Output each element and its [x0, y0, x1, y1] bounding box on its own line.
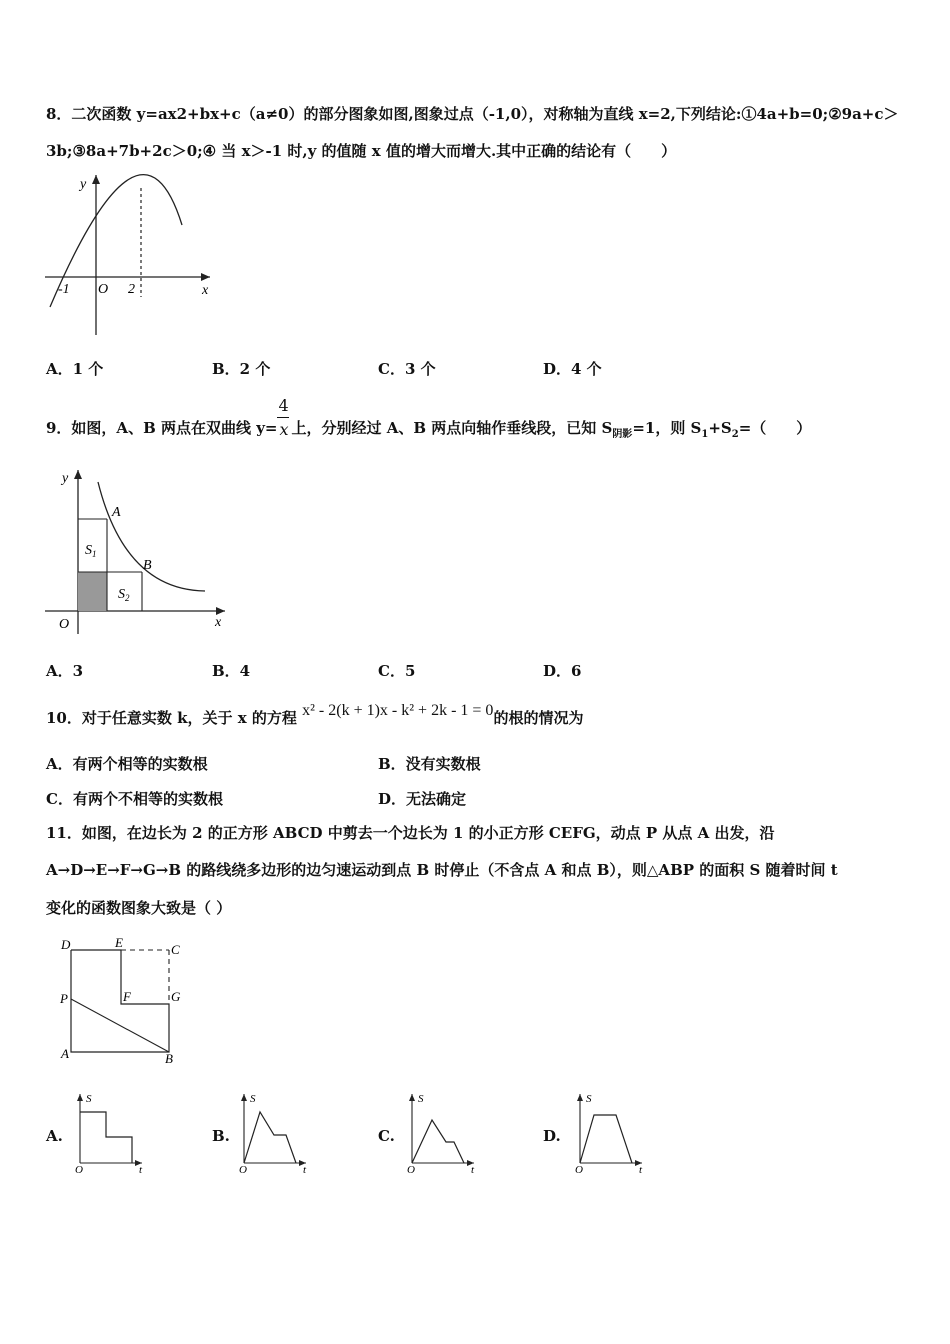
q11-label-b: B — [165, 1051, 173, 1065]
q11-graph-a[interactable] — [70, 1090, 150, 1175]
q9-suffix-b: =1，则 S — [632, 419, 702, 437]
q9-frac-num: 4 — [278, 396, 289, 415]
q9-label-origin: O — [59, 617, 70, 632]
q8-parabola-figure — [40, 170, 220, 340]
q9-option-a[interactable]: A．3 — [46, 662, 84, 680]
q11-graph-c[interactable] — [402, 1090, 482, 1175]
q9-suffix-a: 上，分别经过 A、B 两点向轴作垂线段，已知 S — [291, 419, 613, 437]
q11-option-b[interactable]: B. — [212, 1127, 230, 1145]
q9-label-a: A — [112, 505, 121, 520]
q11-graph-d[interactable] — [570, 1090, 650, 1175]
q9-s1-sub: 1 — [701, 429, 709, 440]
q11-graph-b-s: S — [250, 1093, 256, 1105]
q11-option-c[interactable]: C. — [378, 1127, 395, 1145]
q10-option-c[interactable]: C．有两个不相等的实数根 — [46, 790, 223, 808]
q8-line-1: 8．二次函数 y=ax2+bx+c（a≠0）的部分图象如图,图象过点（-1,0），对称轴为直线 x=2,下列结论:①4a+b=0;②9a+c＞ — [46, 105, 899, 123]
q11-graph-b-t: t — [303, 1164, 307, 1175]
q8-option-c[interactable]: C．3 个 — [378, 360, 436, 378]
svg-text:S1 — [85, 543, 97, 559]
q9-hyperbola-figure — [40, 462, 240, 637]
q8-option-a[interactable]: A．1 个 — [46, 360, 104, 378]
q10-question — [46, 702, 584, 728]
q11-graph-c-s: S — [418, 1093, 424, 1105]
q9-fraction — [277, 396, 291, 439]
q11-graph-d-o: O — [575, 1164, 583, 1175]
q9-frac-den: x — [279, 420, 289, 439]
q9-label-y: y — [62, 471, 69, 486]
q11-line-2: A→D→E→F→G→B 的路线绕多边形的边匀速运动到点 B 时停止（不含点 A 和点 B），则△ABP 的面积 S 随着时间 t — [46, 861, 838, 879]
q11-label-f: F — [123, 989, 131, 1004]
q9-question — [46, 396, 812, 440]
q9-label-s1: S — [85, 543, 92, 558]
q11-label-a: A — [61, 1046, 69, 1061]
q11-label-g: G — [171, 989, 181, 1004]
q11-label-p: P — [60, 991, 68, 1006]
q11-graph-d-s: S — [586, 1093, 592, 1105]
q10-suffix: 的根的情况为 — [493, 709, 584, 727]
q8-line-2: 3b;③8a+7b+2c＞0;④ 当 x＞-1 时,y 的值随 x 值的增大而增大.其中正确的结论有（ ） — [46, 142, 677, 160]
q11-graph-d-t: t — [639, 1164, 643, 1175]
q11-graph-a-t: t — [139, 1164, 143, 1175]
q8-option-b[interactable]: B．2 个 — [212, 360, 271, 378]
q9-option-b[interactable]: B．4 — [212, 662, 251, 680]
q8-label-two: 2 — [128, 282, 135, 297]
q9-shade-sub: 阴影 — [612, 429, 633, 440]
q11-square-figure — [55, 935, 195, 1065]
q9-label-s1-index: 1 — [92, 549, 97, 559]
q11-graph-c-t: t — [471, 1164, 475, 1175]
q11-graph-b[interactable] — [234, 1090, 314, 1175]
q11-graph-a-s: S — [86, 1093, 92, 1105]
q11-option-d[interactable]: D. — [543, 1127, 561, 1145]
q11-label-d: D — [61, 937, 71, 952]
q10-prefix: 10．对于任意实数 k，关于 x 的方程 — [46, 709, 297, 727]
q9-prefix: 9．如图，A、B 两点在双曲线 y= — [46, 419, 278, 437]
svg-text:S2 — [118, 587, 130, 603]
q9-label-s2-index: 2 — [125, 593, 130, 603]
q11-line-3: 变化的函数图象大致是（ ） — [46, 899, 232, 917]
q9-end: =（ ） — [738, 419, 812, 437]
q10-equation: x² - 2(k + 1)x - k² + 2k - 1 = 0 — [302, 702, 494, 719]
q8-label-minus1: -1 — [58, 282, 70, 297]
q11-line-1: 11．如图，在边长为 2 的正方形 ABCD 中剪去一个边长为 1 的小正方形 CEFG，动点 P 从点 A 出发，沿 — [46, 824, 775, 842]
q9-label-s2: S — [118, 587, 125, 602]
q9-option-c[interactable]: C．5 — [378, 662, 416, 680]
q9-label-x: x — [215, 615, 222, 630]
q8-option-d[interactable]: D．4 个 — [543, 360, 602, 378]
q10-option-a[interactable]: A．有两个相等的实数根 — [46, 755, 208, 773]
q8-label-origin: O — [98, 282, 109, 297]
q11-graph-a-o: O — [75, 1164, 83, 1175]
q11-label-c: C — [171, 942, 180, 957]
q11-graph-b-o: O — [239, 1164, 247, 1175]
q9-label-b: B — [143, 558, 152, 573]
q9-s2-sub: 2 — [731, 429, 739, 440]
q10-option-b[interactable]: B．没有实数根 — [378, 755, 481, 773]
q11-label-e: E — [115, 935, 123, 950]
q11-graph-c-o: O — [407, 1164, 415, 1175]
q11-option-a[interactable]: A. — [46, 1127, 63, 1145]
q8-label-y: y — [80, 177, 87, 192]
q9-plus: +S — [708, 419, 732, 437]
q9-option-d[interactable]: D．6 — [543, 662, 582, 680]
q8-label-x: x — [202, 283, 209, 298]
q10-option-d[interactable]: D．无法确定 — [378, 790, 467, 808]
